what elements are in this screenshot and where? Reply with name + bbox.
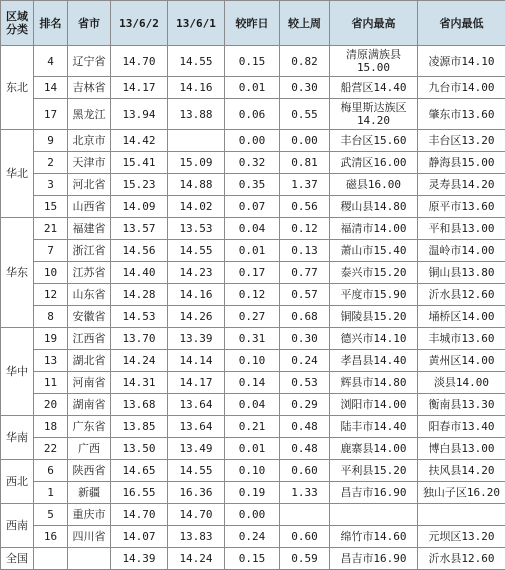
lowest-cell: 淡县14.00	[418, 372, 505, 394]
highest-cell: 梅里斯达族区14.20	[330, 99, 418, 130]
lowest-cell: 博白县13.00	[418, 438, 505, 460]
change-week-cell: 0.68	[280, 306, 330, 328]
table-row	[1, 152, 505, 174]
province-cell: 新疆	[68, 482, 111, 504]
price-date2-cell: 14.02	[168, 196, 225, 218]
rank-cell: 1	[34, 482, 68, 504]
change-day-cell: 0.04	[225, 218, 280, 240]
change-week-cell: 0.60	[280, 460, 330, 482]
table-row	[1, 196, 505, 218]
region-cell: 全国	[1, 548, 34, 570]
province-cell: 辽宁省	[68, 46, 111, 77]
table-row	[1, 262, 505, 284]
price-date2-cell: 14.16	[168, 77, 225, 99]
change-week-cell: 0.81	[280, 152, 330, 174]
highest-cell: 孝昌县14.40	[330, 350, 418, 372]
table-row	[1, 328, 505, 350]
header-province: 省市	[68, 1, 111, 46]
price-date2-cell: 14.23	[168, 262, 225, 284]
region-cell: 华东	[1, 218, 34, 328]
price-date2-cell: 16.36	[168, 482, 225, 504]
lowest-cell: 丰台区13.20	[418, 130, 505, 152]
lowest-cell	[418, 504, 505, 526]
price-date2-cell: 14.70	[168, 504, 225, 526]
rank-cell: 2	[34, 152, 68, 174]
table-row	[1, 218, 505, 240]
lowest-cell: 凌源市14.10	[418, 46, 505, 77]
region-cell: 西南	[1, 504, 34, 548]
highest-cell: 德兴市14.10	[330, 328, 418, 350]
change-day-cell: 0.00	[225, 504, 280, 526]
table-row	[1, 460, 505, 482]
price-date2-cell: 14.14	[168, 350, 225, 372]
table-row	[1, 77, 505, 99]
rank-cell: 9	[34, 130, 68, 152]
lowest-cell: 温岭市14.00	[418, 240, 505, 262]
header-date1: 13/6/2	[111, 1, 168, 46]
province-cell: 广东省	[68, 416, 111, 438]
rank-cell: 17	[34, 99, 68, 130]
price-date2-cell: 14.24	[168, 548, 225, 570]
change-day-cell: 0.17	[225, 262, 280, 284]
change-day-cell: 0.10	[225, 350, 280, 372]
rank-cell: 20	[34, 394, 68, 416]
lowest-cell: 元坝区13.20	[418, 526, 505, 548]
highest-cell: 鹿寨县14.00	[330, 438, 418, 460]
rank-cell: 21	[34, 218, 68, 240]
change-day-cell: 0.21	[225, 416, 280, 438]
lowest-cell: 阳春市13.40	[418, 416, 505, 438]
lowest-cell: 衡南县13.30	[418, 394, 505, 416]
change-week-cell: 0.13	[280, 240, 330, 262]
region-cell: 华中	[1, 328, 34, 416]
highest-cell: 辉县市14.80	[330, 372, 418, 394]
price-date1-cell: 14.40	[111, 262, 168, 284]
price-date1-cell: 14.70	[111, 46, 168, 77]
province-cell: 浙江省	[68, 240, 111, 262]
rank-cell: 11	[34, 372, 68, 394]
price-date1-cell: 13.50	[111, 438, 168, 460]
table-row	[1, 99, 505, 130]
lowest-cell: 铜山县13.80	[418, 262, 505, 284]
highest-cell: 丰台区15.60	[330, 130, 418, 152]
change-week-cell: 0.57	[280, 284, 330, 306]
highest-cell	[330, 504, 418, 526]
highest-cell: 绵竹市14.60	[330, 526, 418, 548]
rank-cell: 7	[34, 240, 68, 262]
price-date2-cell: 13.39	[168, 328, 225, 350]
change-week-cell: 0.56	[280, 196, 330, 218]
change-day-cell: 0.32	[225, 152, 280, 174]
table-row	[1, 504, 505, 526]
lowest-cell: 埇桥区14.00	[418, 306, 505, 328]
table-row	[1, 130, 505, 152]
price-date1-cell: 14.70	[111, 504, 168, 526]
lowest-cell: 沂水县12.60	[418, 284, 505, 306]
change-week-cell: 1.37	[280, 174, 330, 196]
highest-cell: 船营区14.40	[330, 77, 418, 99]
header-lowest: 省内最低	[418, 1, 505, 46]
province-cell: 湖南省	[68, 394, 111, 416]
table-row	[1, 174, 505, 196]
lowest-cell: 静海县15.00	[418, 152, 505, 174]
change-week-cell: 0.12	[280, 218, 330, 240]
header-region: 区域分类	[1, 1, 34, 46]
province-cell: 湖北省	[68, 350, 111, 372]
region-cell: 华北	[1, 130, 34, 218]
highest-cell: 泰兴市15.20	[330, 262, 418, 284]
lowest-cell: 九台市14.00	[418, 77, 505, 99]
change-day-cell: 0.01	[225, 77, 280, 99]
rank-cell: 10	[34, 262, 68, 284]
province-cell: 河南省	[68, 372, 111, 394]
price-date1-cell: 13.68	[111, 394, 168, 416]
highest-cell: 稷山县14.80	[330, 196, 418, 218]
price-date1-cell: 14.65	[111, 460, 168, 482]
price-date2-cell: 14.55	[168, 46, 225, 77]
price-date2-cell: 13.88	[168, 99, 225, 130]
change-day-cell: 0.10	[225, 460, 280, 482]
price-date1-cell: 13.70	[111, 328, 168, 350]
lowest-cell: 黄州区14.00	[418, 350, 505, 372]
price-date2-cell: 13.64	[168, 416, 225, 438]
change-week-cell: 0.48	[280, 416, 330, 438]
change-week-cell: 0.53	[280, 372, 330, 394]
province-cell: 吉林省	[68, 77, 111, 99]
rank-cell: 15	[34, 196, 68, 218]
header-highest: 省内最高	[330, 1, 418, 46]
price-date1-cell: 14.24	[111, 350, 168, 372]
highest-cell: 平度市15.90	[330, 284, 418, 306]
lowest-cell: 丰城市13.60	[418, 328, 505, 350]
rank-cell: 4	[34, 46, 68, 77]
table-row	[1, 416, 505, 438]
price-date1-cell: 14.56	[111, 240, 168, 262]
province-cell	[68, 548, 111, 570]
highest-cell: 清原满族县15.00	[330, 46, 418, 77]
region-cell: 东北	[1, 46, 34, 130]
highest-cell: 福清市14.00	[330, 218, 418, 240]
price-date2-cell	[168, 130, 225, 152]
table-row	[1, 306, 505, 328]
province-cell: 安徽省	[68, 306, 111, 328]
rank-cell: 14	[34, 77, 68, 99]
price-date2-cell: 14.55	[168, 240, 225, 262]
price-date2-cell: 13.53	[168, 218, 225, 240]
price-date2-cell: 15.09	[168, 152, 225, 174]
lowest-cell: 扶风县14.20	[418, 460, 505, 482]
price-date2-cell: 13.49	[168, 438, 225, 460]
province-cell: 广西	[68, 438, 111, 460]
table-row	[1, 438, 505, 460]
province-cell: 山西省	[68, 196, 111, 218]
change-week-cell: 0.59	[280, 548, 330, 570]
region-cell: 华南	[1, 416, 34, 460]
rank-cell: 5	[34, 504, 68, 526]
province-cell: 天津市	[68, 152, 111, 174]
rank-cell: 3	[34, 174, 68, 196]
price-date2-cell: 14.55	[168, 460, 225, 482]
rank-cell: 12	[34, 284, 68, 306]
highest-cell: 磁县16.00	[330, 174, 418, 196]
price-date1-cell: 14.53	[111, 306, 168, 328]
change-week-cell: 1.33	[280, 482, 330, 504]
rank-cell: 8	[34, 306, 68, 328]
change-day-cell: 0.04	[225, 394, 280, 416]
change-day-cell: 0.19	[225, 482, 280, 504]
lowest-cell: 原平市13.60	[418, 196, 505, 218]
change-week-cell: 0.30	[280, 77, 330, 99]
highest-cell: 昌吉市16.90	[330, 482, 418, 504]
national-row	[1, 548, 505, 570]
province-cell: 山东省	[68, 284, 111, 306]
province-cell: 北京市	[68, 130, 111, 152]
change-week-cell	[280, 504, 330, 526]
province-cell: 江西省	[68, 328, 111, 350]
header-vs-yesterday: 较昨日	[225, 1, 280, 46]
highest-cell: 陆丰市14.40	[330, 416, 418, 438]
province-cell: 黑龙江	[68, 99, 111, 130]
table-row	[1, 350, 505, 372]
change-week-cell: 0.48	[280, 438, 330, 460]
change-day-cell: 0.07	[225, 196, 280, 218]
price-date1-cell: 13.57	[111, 218, 168, 240]
change-day-cell: 0.01	[225, 438, 280, 460]
rank-cell: 16	[34, 526, 68, 548]
province-cell: 江苏省	[68, 262, 111, 284]
price-date1-cell: 16.55	[111, 482, 168, 504]
rank-cell: 19	[34, 328, 68, 350]
highest-cell: 昌吉市16.90	[330, 548, 418, 570]
price-date1-cell: 15.41	[111, 152, 168, 174]
header-date2: 13/6/1	[168, 1, 225, 46]
price-date2-cell: 14.16	[168, 284, 225, 306]
change-day-cell: 0.01	[225, 240, 280, 262]
change-week-cell: 0.30	[280, 328, 330, 350]
province-cell: 重庆市	[68, 504, 111, 526]
lowest-cell: 平和县13.00	[418, 218, 505, 240]
price-date1-cell: 14.42	[111, 130, 168, 152]
change-day-cell: 0.27	[225, 306, 280, 328]
change-day-cell: 0.35	[225, 174, 280, 196]
province-cell: 陕西省	[68, 460, 111, 482]
province-cell: 四川省	[68, 526, 111, 548]
change-week-cell: 0.60	[280, 526, 330, 548]
rank-cell: 13	[34, 350, 68, 372]
price-date1-cell: 14.07	[111, 526, 168, 548]
change-week-cell: 0.55	[280, 99, 330, 130]
table-row	[1, 46, 505, 77]
change-week-cell: 0.77	[280, 262, 330, 284]
province-cell: 福建省	[68, 218, 111, 240]
change-day-cell: 0.24	[225, 526, 280, 548]
table-row	[1, 240, 505, 262]
change-week-cell: 0.00	[280, 130, 330, 152]
price-date2-cell: 14.26	[168, 306, 225, 328]
table-row	[1, 394, 505, 416]
lowest-cell: 沂水县12.60	[418, 548, 505, 570]
lowest-cell: 肇东市13.60	[418, 99, 505, 130]
rank-cell	[34, 548, 68, 570]
price-date1-cell: 14.28	[111, 284, 168, 306]
header-rank: 排名	[34, 1, 68, 46]
header-row	[1, 1, 505, 46]
table-row	[1, 482, 505, 504]
change-day-cell: 0.12	[225, 284, 280, 306]
table-row	[1, 284, 505, 306]
price-date1-cell: 13.85	[111, 416, 168, 438]
table-row	[1, 372, 505, 394]
price-date2-cell: 14.17	[168, 372, 225, 394]
change-week-cell: 0.82	[280, 46, 330, 77]
change-week-cell: 0.29	[280, 394, 330, 416]
rank-cell: 6	[34, 460, 68, 482]
price-date1-cell: 15.23	[111, 174, 168, 196]
price-date1-cell: 14.31	[111, 372, 168, 394]
highest-cell: 武清区16.00	[330, 152, 418, 174]
rank-cell: 18	[34, 416, 68, 438]
price-date1-cell: 14.39	[111, 548, 168, 570]
change-day-cell: 0.15	[225, 46, 280, 77]
price-date2-cell: 14.88	[168, 174, 225, 196]
province-cell: 河北省	[68, 174, 111, 196]
highest-cell: 平利县15.20	[330, 460, 418, 482]
change-week-cell: 0.24	[280, 350, 330, 372]
price-date1-cell: 14.09	[111, 196, 168, 218]
highest-cell: 浏阳市14.00	[330, 394, 418, 416]
change-day-cell: 0.00	[225, 130, 280, 152]
region-cell: 西北	[1, 460, 34, 504]
table-row	[1, 526, 505, 548]
highest-cell: 萧山市15.40	[330, 240, 418, 262]
header-vs-last-week: 较上周	[280, 1, 330, 46]
price-date1-cell: 14.17	[111, 77, 168, 99]
price-date2-cell: 13.64	[168, 394, 225, 416]
change-day-cell: 0.15	[225, 548, 280, 570]
price-date2-cell: 13.83	[168, 526, 225, 548]
price-date1-cell: 13.94	[111, 99, 168, 130]
highest-cell: 铜陵县15.20	[330, 306, 418, 328]
lowest-cell: 灵寿县14.20	[418, 174, 505, 196]
rank-cell: 22	[34, 438, 68, 460]
change-day-cell: 0.14	[225, 372, 280, 394]
change-day-cell: 0.31	[225, 328, 280, 350]
lowest-cell: 独山子区16.20	[418, 482, 505, 504]
change-day-cell: 0.06	[225, 99, 280, 130]
